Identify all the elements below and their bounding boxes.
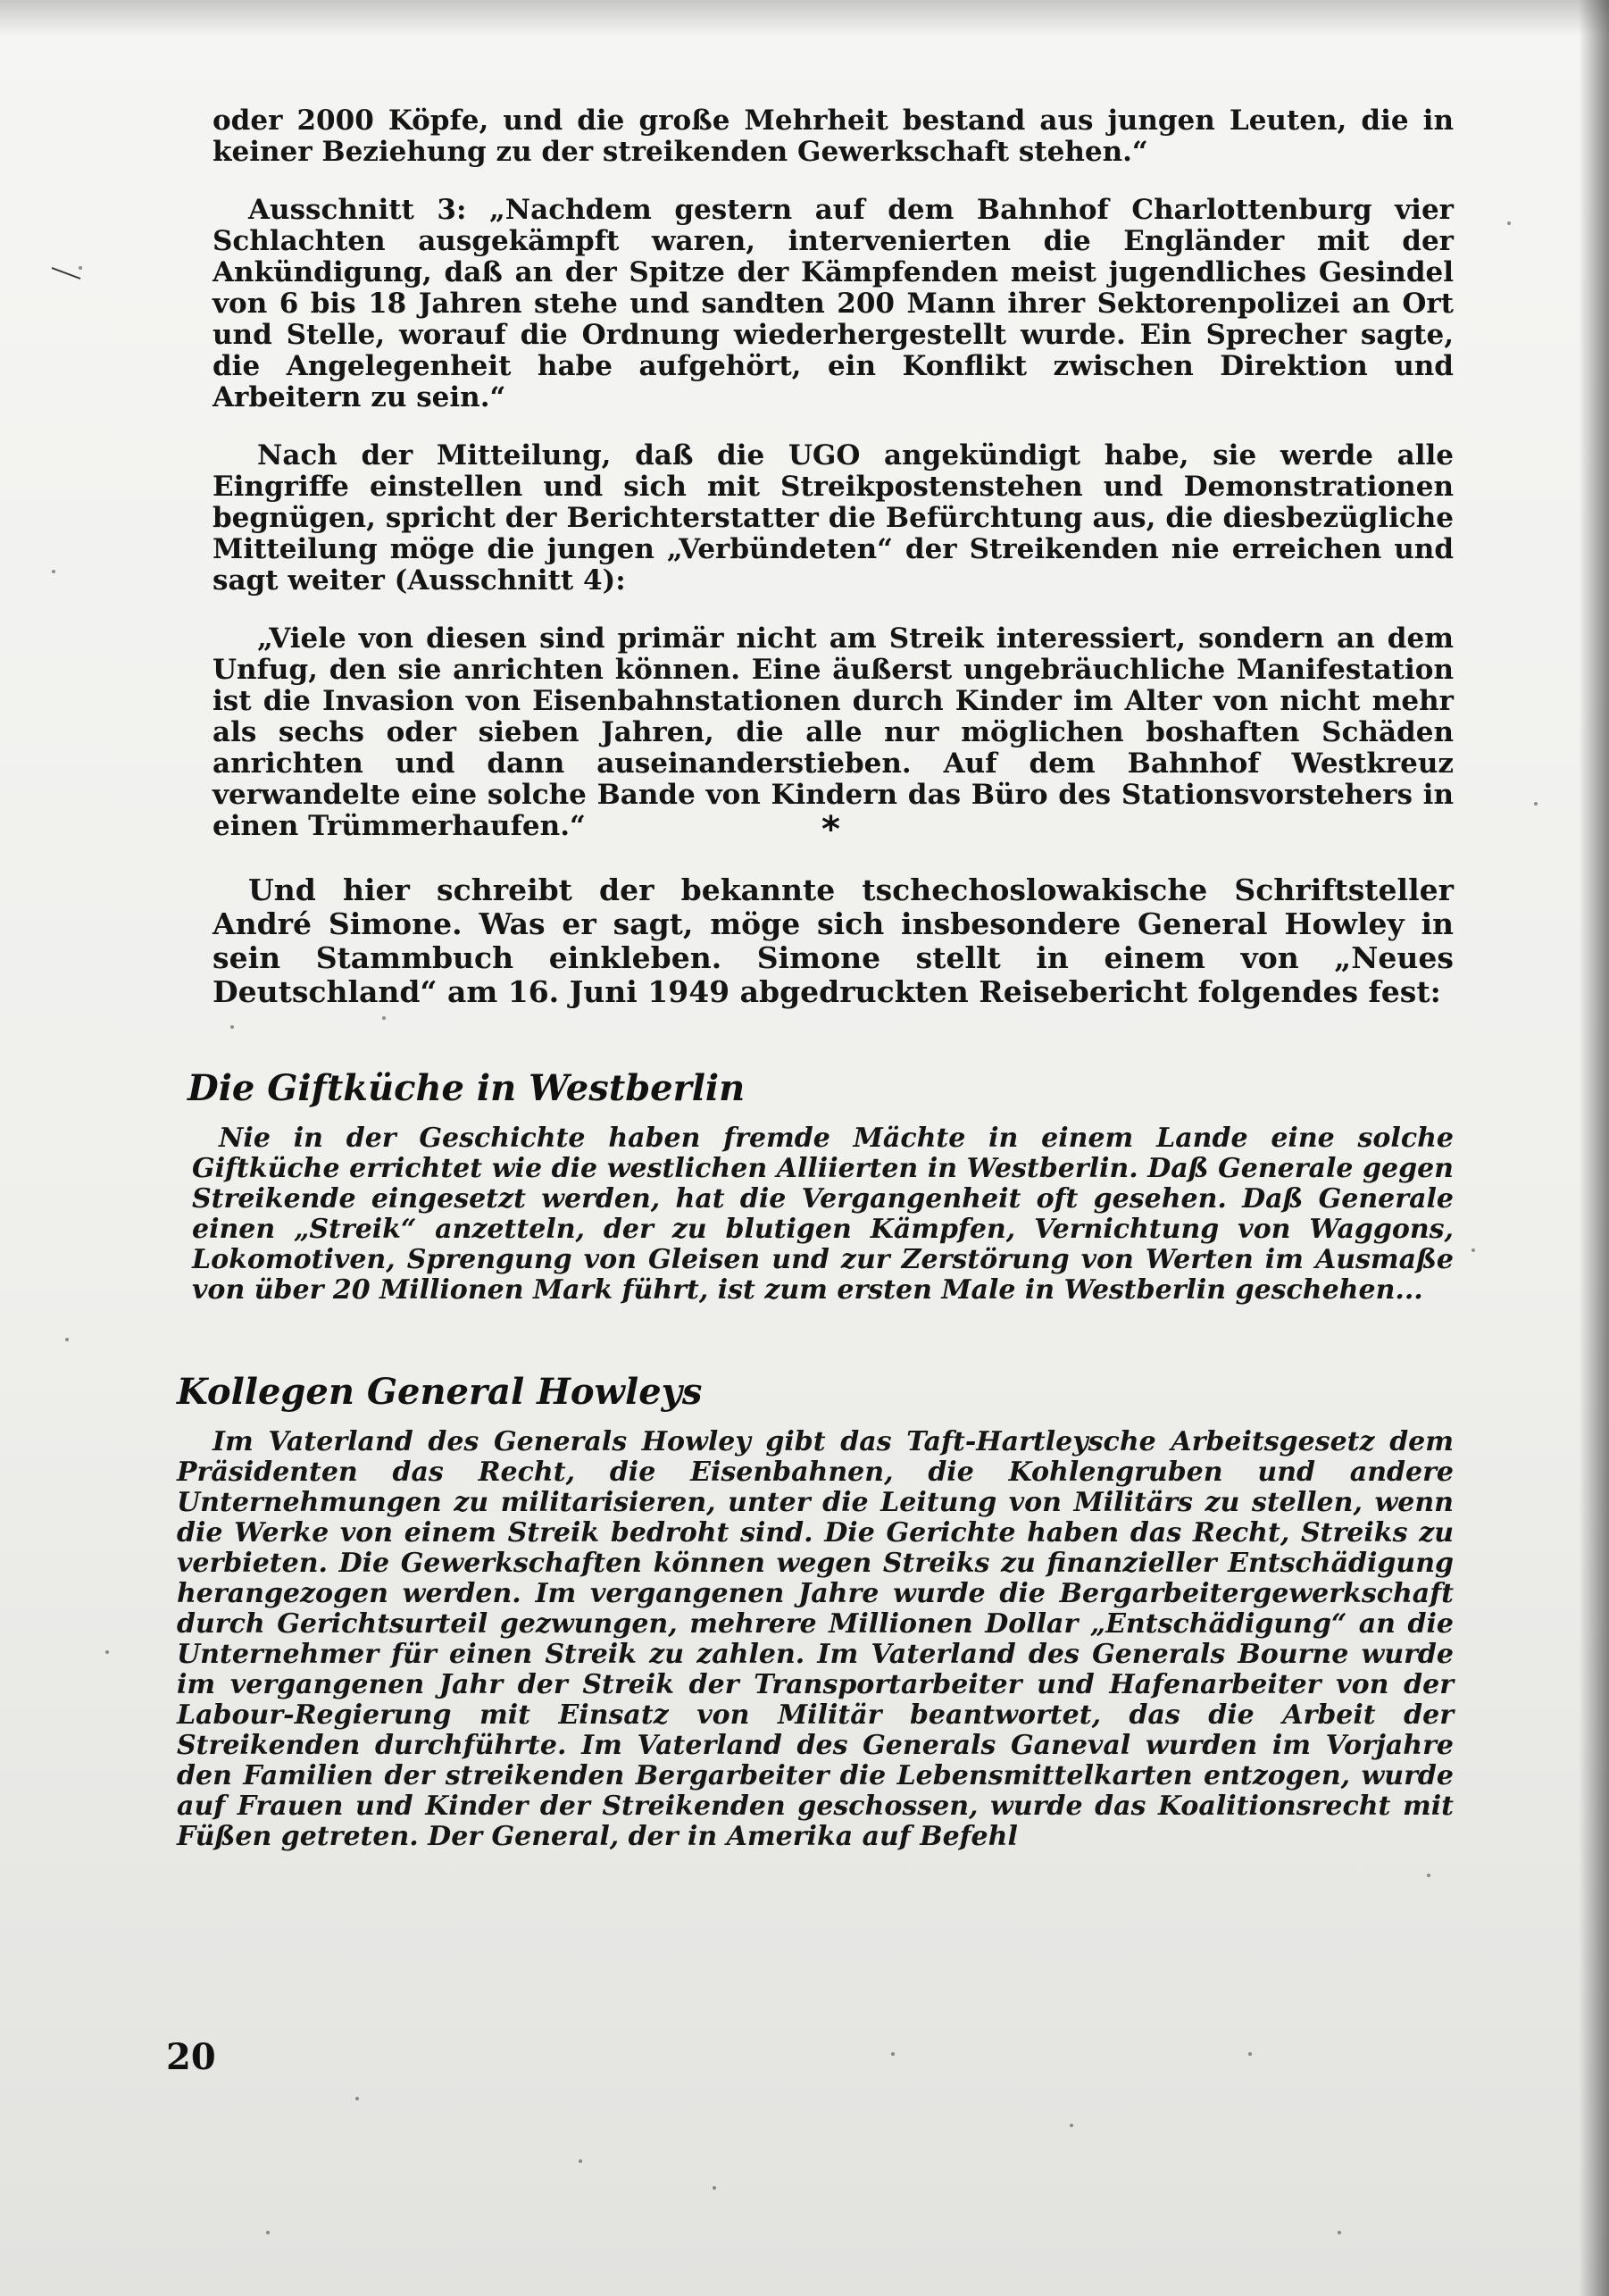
margin-mark <box>52 268 80 279</box>
section1-text <box>192 1123 1454 1306</box>
top-text <box>213 105 1454 842</box>
paragraph-2: Ausschnitt 3: „Nachdem gestern auf dem Bahnhof Charlottenburg vier Schlachten ausgekämpft waren, intervenierten die Engländer mit der Ankündigung, daß an der Spitze der Kämpfenden meist jugendliches Gesindel von 6 bis 18 Jahren stehe und sandten 200 Mann ihrer Sektorenpolizei an Ort und Stelle, worauf die Ordnung wiederhergestellt wurde. Ein Sprecher sagte, die Angelegenheit habe aufgehört, ein Konflikt zwischen Direktion und Arbeitern zu sein.“ <box>213 194 1454 413</box>
intro-text <box>213 873 1454 1009</box>
heading-kollegen: Kollegen General Howleys <box>177 1371 703 1413</box>
section2-text <box>177 1427 1454 1852</box>
heading-giftkueche: Die Giftküche in Westberlin <box>188 1067 746 1109</box>
section2-paragraph: Im Vaterland des Generals Howley gibt das Taft-Hartleysche Arbeitsgesetz dem Präsidenten das Recht, die Eisenbahnen, die Kohlengruben und andere Unternehmungen zu militarisieren, unter die Leitung von Militärs zu stellen, wenn die Werke von einem Streik bedroht sind. Die Gerichte haben das Recht, Streiks zu verbieten. Die Gewerkschaften können wegen Streiks zu finanzieller Entschädigung herangezogen werden. Im vergangenen Jahre wurde die Bergarbeitergewerkschaft durch Gerichtsurteil gezwungen, mehrere Millionen Dollar „Entschädigung“ an die Unternehmer für einen Streik zu zahlen. Im Vaterland des Generals Bourne wurde im vergangenen Jahr der Streik der Transportarbeiter und Hafenarbeiter von der Labour-Regierung mit Einsatz von Militär beantwortet, das die Arbeit der Streikenden durchführte. Im Vaterland des Generals Ganeval wurden im Vorjahre den Familien der streikenden Bergarbeiter die Lebensmittelkarten entzogen, wurde auf Frauen und Kinder der Streikenden geschossen, wurde das Koalitionsrecht mit Füßen getreten. Der General, der in Amerika auf Befehl <box>177 1426 1454 1852</box>
section-separator: * <box>821 809 840 850</box>
paragraph-3: Nach der Mitteilung, daß die UGO angekündigt habe, sie werde alle Eingriffe einstellen und sich mit Streikpostenstehen und Demonstrationen begnügen, spricht der Berichterstatter die Befürchtung aus, die diesbezügliche Mitteilung möge die jungen „Verbündeten“ der Streikenden nie erreichen und sagt weiter (Ausschnitt 4): <box>213 439 1454 597</box>
paragraph-1: oder 2000 Köpfe, und die große Mehrheit bestand aus jungen Leuten, die in keiner Beziehung zu der streikenden Gewerkschaft stehen.“ <box>213 104 1454 168</box>
page-number: 20 <box>166 2036 216 2078</box>
paragraph-5: Und hier schreibt der bekannte tschechoslowakische Schriftsteller André Simone. Was er sagt, möge sich insbesondere General Howley in sein Stammbuch einkleben. Simone stellt in einem von „Neues Deutschland“ am 16. Juni 1949 abgedruckten Reisebericht folgendes fest: <box>213 872 1454 1009</box>
section1-paragraph: Nie in der Geschichte haben fremde Mächte in einem Lande eine solche Giftküche errichtet wie die westlichen Alliierten in Westberlin. Daß Generale gegen Streikende eingesetzt werden, hat die Vergangenheit oft gesehen. Daß Generale einen „Streik“ anzetteln, der zu blutigen Kämpfen, Vernichtung von Waggons, Lokomotiven, Sprengung von Gleisen und zur Zerstörung von Werten im Ausmaße von über 20 Millionen Mark führt, ist zum ersten Male in Westberlin geschehen... <box>192 1123 1454 1306</box>
paragraph-4: „Viele von diesen sind primär nicht am Streik interessiert, sondern an dem Unfug, den sie anrichten können. Eine äußerst ungebräuchliche Manifestation ist die Invasion von Eisenbahnstationen durch Kinder im Alter von nicht mehr als sechs oder sieben Jahren, die alle nur möglichen boshaften Schäden anrichten und dann auseinanderstieben. Auf dem Bahnhof Westkreuz verwandelte eine solche Bande von Kindern das Büro des Stationsvorstehers in einen Trümmerhaufen.“ <box>213 622 1454 842</box>
